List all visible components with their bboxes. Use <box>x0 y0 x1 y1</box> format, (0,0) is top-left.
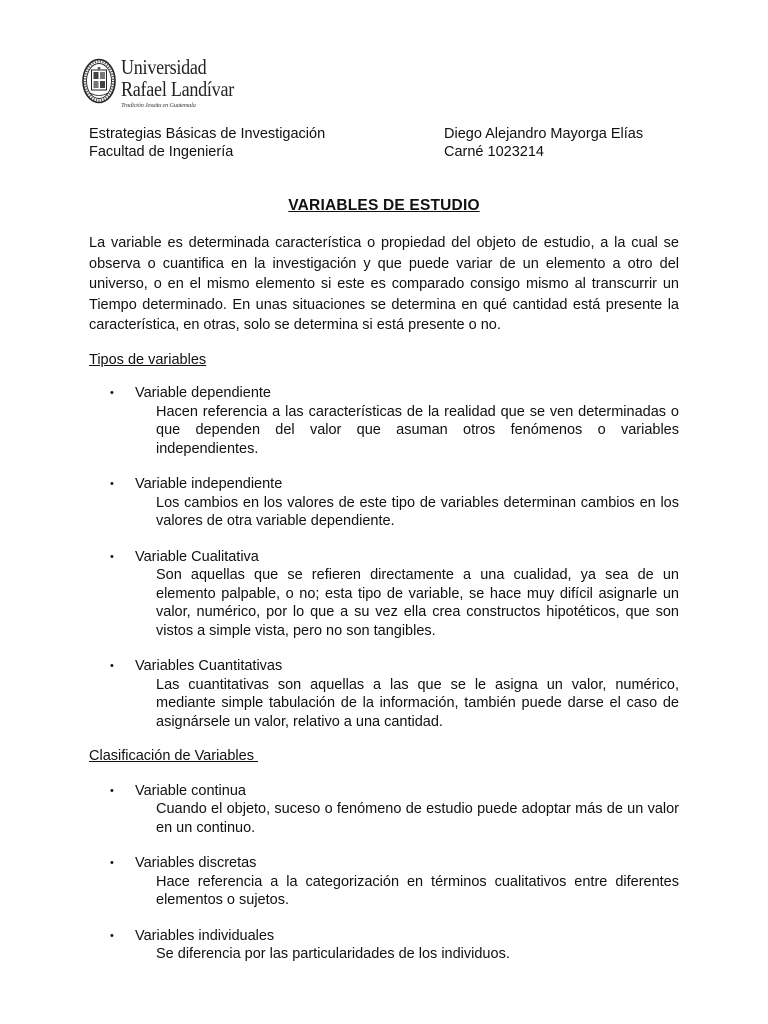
logo-line-1: Universidad <box>121 55 207 79</box>
bullet-icon: • <box>110 660 114 672</box>
list-item <box>89 854 679 910</box>
bullet-icon: • <box>110 550 114 563</box>
intro-paragraph: La variable es determinada característica o propiedad del objeto de estudio, a la cual se observa o cuantifica en la investigación y que puede variar de un elemento a otro del universo, o en el mismo elemento si este es comparado consigo mismo al transcurrir un Tiempo determinado. En unas situaciones se determina en qué cantidad está presente la característica, en otras, solo se determina si está presente o no. <box>89 235 679 333</box>
logo-line-2: Rafael Landívar <box>121 77 234 101</box>
university-logo <box>82 56 242 116</box>
list-item <box>89 548 679 641</box>
list-item <box>89 927 679 964</box>
variable-description: Hacen referencia a las características de la realidad que se ven determinadas o que dependen del valor que asuman otros fenómenos o variables independientes. <box>156 403 679 457</box>
section-heading-clasificacion: Clasificación de Variables <box>89 748 258 764</box>
logo-wordmark <box>121 56 252 110</box>
variable-description: Los cambios en los valores de este tipo de variables determinan cambios en los valores de otra variable dependiente. <box>156 494 679 529</box>
student-carne: Carné 1023214 <box>444 144 544 160</box>
student-name: Diego Alejandro Mayorga Elías <box>444 126 644 142</box>
variable-name: Variable dependiente <box>135 385 271 401</box>
logo-motto: Tradición Jesuita en Guatemala <box>121 102 196 109</box>
list-item <box>89 475 679 531</box>
bullet-icon: • <box>110 478 114 490</box>
section-heading-tipos: Tipos de variables <box>89 351 207 368</box>
header-right-column <box>444 125 643 161</box>
variable-name: Variables discretas <box>135 855 257 871</box>
faculty-name: Facultad de Ingeniería <box>89 144 234 160</box>
document-body <box>89 233 679 964</box>
bullet-icon: • <box>110 857 114 869</box>
variable-description: Se diferencia por las particularidades de los individuos. <box>156 946 510 962</box>
list-item <box>89 782 679 838</box>
university-seal-icon <box>82 58 116 104</box>
bullet-icon: • <box>110 929 114 942</box>
variable-name: Variable continua <box>135 782 246 799</box>
header-left-column <box>89 125 325 161</box>
variable-name: Variable Cualitativa <box>135 548 259 565</box>
course-name: Estrategias Básicas de Investigación <box>89 126 326 142</box>
document-title: VARIABLES DE ESTUDIO <box>288 197 480 214</box>
variable-description: Cuando el objeto, suceso o fenómeno de estudio puede adoptar más de un valor en un continuo. <box>156 801 679 836</box>
list-item <box>89 657 679 731</box>
variable-name: Variables Cuantitativas <box>135 658 283 674</box>
variable-description: Son aquellas que se refieren directamente a una cualidad, ya sea de un elemento palpable, o no; esta tipo de variable, se hace muy difícil asignarle un valor, numérico, por lo que a su vez ella crea constructos hipotéticos, que son vistos a simple vista, pero no son tangibles. <box>156 567 679 639</box>
list-item <box>89 384 679 458</box>
variable-description: Las cuantitativas son aquellas a las que se le asigna un valor, numérico, mediante simple tabulación de la información, también puede darse el caso de asignársele un valor, relativo a una cantidad. <box>156 676 679 730</box>
variable-name: Variables individuales <box>135 927 275 944</box>
bullet-icon: • <box>110 784 114 797</box>
variable-list-clasificacion <box>89 782 679 964</box>
bullet-icon: • <box>110 387 114 399</box>
variable-name: Variable independiente <box>135 476 283 492</box>
variable-list-tipos <box>89 384 679 731</box>
variable-description: Hace referencia a la categorización en términos cualitativos entre diferentes elementos o sujetos. <box>156 873 679 908</box>
